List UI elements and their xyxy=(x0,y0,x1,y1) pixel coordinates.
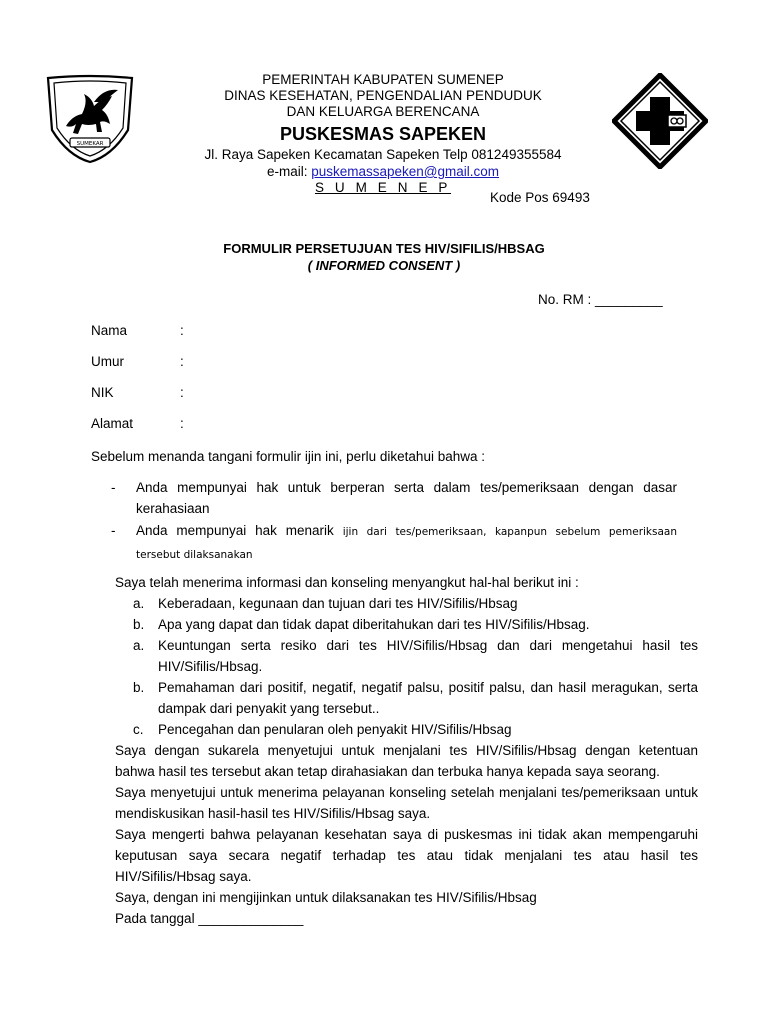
bullet-dash: - xyxy=(111,480,116,495)
field-label: Alamat xyxy=(91,416,134,431)
letterhead-line2: DINAS KESEHATAN, PENGENDALIAN PENDUDUK xyxy=(224,88,542,103)
list-marker: c. xyxy=(133,722,144,737)
information-intro: Saya telah menerima informasi dan konseling menyangkut hal-hal berikut ini : xyxy=(115,575,579,590)
consent-statements xyxy=(115,740,698,929)
rm-number-field: No. RM : _________ xyxy=(538,292,663,307)
letterhead xyxy=(150,72,616,196)
information-section xyxy=(115,572,698,740)
field-colon: : xyxy=(180,385,184,400)
letterhead-line3: DAN KELUARGA BERENCANA xyxy=(286,104,480,119)
address-line: Jl. Raya Sapeken Kecamatan Sapeken Telp 081249355584 xyxy=(204,147,562,162)
health-cross-emblem-icon xyxy=(612,73,708,169)
bullet-dash: - xyxy=(111,523,116,538)
form-title: FORMULIR PERSETUJUAN TES HIV/SIFILIS/HBSAG xyxy=(223,241,545,256)
list-marker: a. xyxy=(133,638,145,653)
list-marker: a. xyxy=(133,596,145,611)
email-label: e-mail: xyxy=(266,164,312,179)
date-line: Pada tanggal ______________ xyxy=(115,911,304,926)
postal-code: Kode Pos 69493 xyxy=(490,190,590,205)
institution-name: PUSKESMAS SAPEKEN xyxy=(279,124,487,144)
field-colon: : xyxy=(180,323,184,338)
list-item-text: Keuntungan serta resiko dari tes HIV/Sifilis/Hbsag dan dari mengetahui hasil tes HIV/Sifilis/Hbsag. xyxy=(158,638,698,674)
list-item xyxy=(133,677,698,719)
list-item xyxy=(133,593,698,614)
list-item-text-small: ijin dari tes/pemeriksaan, kapanpun sebelum pemeriksaan tersebut dilaksanakan xyxy=(136,526,678,561)
consent-paragraph: Saya mengerti bahwa pelayanan kesehatan saya di puskesmas ini tidak akan mempengaruhi keputusan saya secara negatif terhadap tes atau tidak menjalani tes atau hasil tes HIV/Sifilis/Hbsag saya. xyxy=(115,827,698,884)
field-colon: : xyxy=(180,354,184,369)
form-title-block xyxy=(0,240,768,274)
intro-statement: Sebelum menanda tangani formulir ijin ini, perlu diketahui bahwa : xyxy=(91,449,485,464)
email-line xyxy=(150,163,616,180)
field-colon: : xyxy=(180,416,184,431)
letterhead-line1: PEMERINTAH KABUPATEN SUMENEP xyxy=(262,72,504,87)
information-list xyxy=(133,593,698,740)
list-item xyxy=(133,635,698,677)
city-name: S U M E N E P xyxy=(314,180,452,195)
pegasus-shield-emblem-icon xyxy=(42,72,138,164)
rights-list xyxy=(111,477,677,566)
consent-paragraph: Saya menyetujui untuk menerima pelayanan konseling setelah menjalani tes/pemeriksaan untuk mendiskusikan hasil-hasil tes HIV/Sifilis/Hbsag saya. xyxy=(115,785,698,821)
list-item-text: Anda mempunyai hak menarik xyxy=(136,523,343,538)
list-item-text: Pemahaman dari positif, negatif, negatif palsu, positif palsu, dan hasil meragukan, serta dampak dari penyakit yang tersebut.. xyxy=(158,680,698,716)
list-marker: b. xyxy=(133,617,145,632)
email-link[interactable]: puskemassapeken@gmail.com xyxy=(311,164,500,179)
field-label: Umur xyxy=(91,354,124,369)
list-item-text: Keberadaan, kegunaan dan tujuan dari tes HIV/Sifilis/Hbsag xyxy=(158,596,518,611)
list-item xyxy=(133,719,698,740)
list-marker: b. xyxy=(133,680,145,695)
list-item-text: Apa yang dapat dan tidak dapat diberitahukan dari tes HIV/Sifilis/Hbsag. xyxy=(158,617,590,632)
consent-paragraph: Saya, dengan ini mengijinkan untuk dilaksanakan tes HIV/Sifilis/Hbsag xyxy=(115,890,537,905)
logo-banner-text: SUMEKAR xyxy=(76,141,104,147)
list-item xyxy=(111,520,677,566)
field-label: Nama xyxy=(91,323,128,338)
list-item-text: Anda mempunyai hak untuk berperan serta dalam tes/pemeriksaan dengan dasar kerahasiaan xyxy=(136,480,677,516)
list-item xyxy=(133,614,698,635)
list-item-text: Pencegahan dan penularan oleh penyakit HIV/Sifilis/Hbsag xyxy=(158,722,512,737)
consent-paragraph: Saya dengan sukarela menyetujui untuk menjalani tes HIV/Sifilis/Hbsag dengan ketentuan bahwa hasil tes tersebut akan tetap dirahasiakan dan terbuka hanya kepada saya seorang. xyxy=(115,743,698,779)
field-label: NIK xyxy=(91,385,114,400)
list-item xyxy=(111,477,677,519)
form-subtitle: ( INFORMED CONSENT ) xyxy=(307,258,461,273)
